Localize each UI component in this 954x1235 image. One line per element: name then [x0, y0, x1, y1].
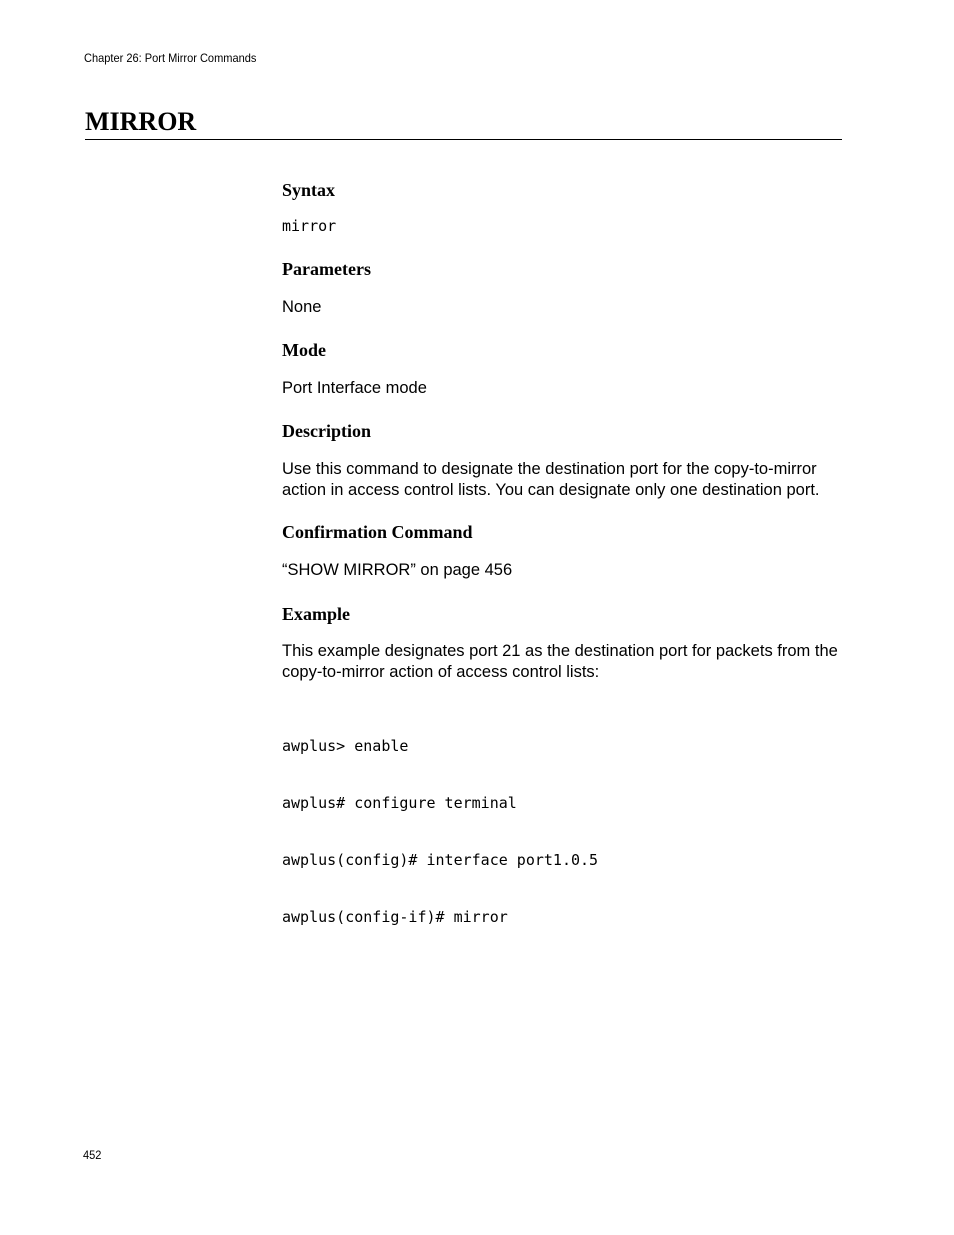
parameters-text: None — [282, 298, 322, 316]
description-heading: Description — [282, 421, 371, 441]
example-text: This example designates port 21 as the destination port for packets from the copy-to-mirror action of access control lists: — [282, 642, 838, 681]
confirmation-command-heading: Confirmation Command — [282, 522, 473, 542]
example-heading: Example — [282, 604, 351, 624]
example-code-block — [282, 699, 598, 946]
syntax-heading: Syntax — [282, 180, 336, 200]
code-line: awplus# configure terminal — [282, 794, 517, 812]
title-rule — [85, 139, 842, 140]
parameters-heading: Parameters — [282, 259, 371, 279]
mode-heading: Mode — [282, 340, 326, 360]
code-line: awplus> enable — [282, 737, 409, 755]
page-number: 452 — [83, 1148, 102, 1162]
syntax-code: mirror — [282, 217, 337, 235]
description-text: Use this command to designate the destination port for the copy-to-mirror action in access control lists. You can designate only one destination port. — [282, 460, 820, 499]
code-line: awplus(config)# interface port1.0.5 — [282, 851, 599, 869]
running-header: Chapter 26: Port Mirror Commands — [84, 51, 257, 65]
code-line: awplus(config-if)# mirror — [282, 908, 508, 926]
confirmation-command-link[interactable]: “SHOW MIRROR” on page 456 — [282, 561, 513, 579]
mode-text: Port Interface mode — [282, 379, 427, 397]
page-title: MIRROR — [85, 107, 197, 136]
